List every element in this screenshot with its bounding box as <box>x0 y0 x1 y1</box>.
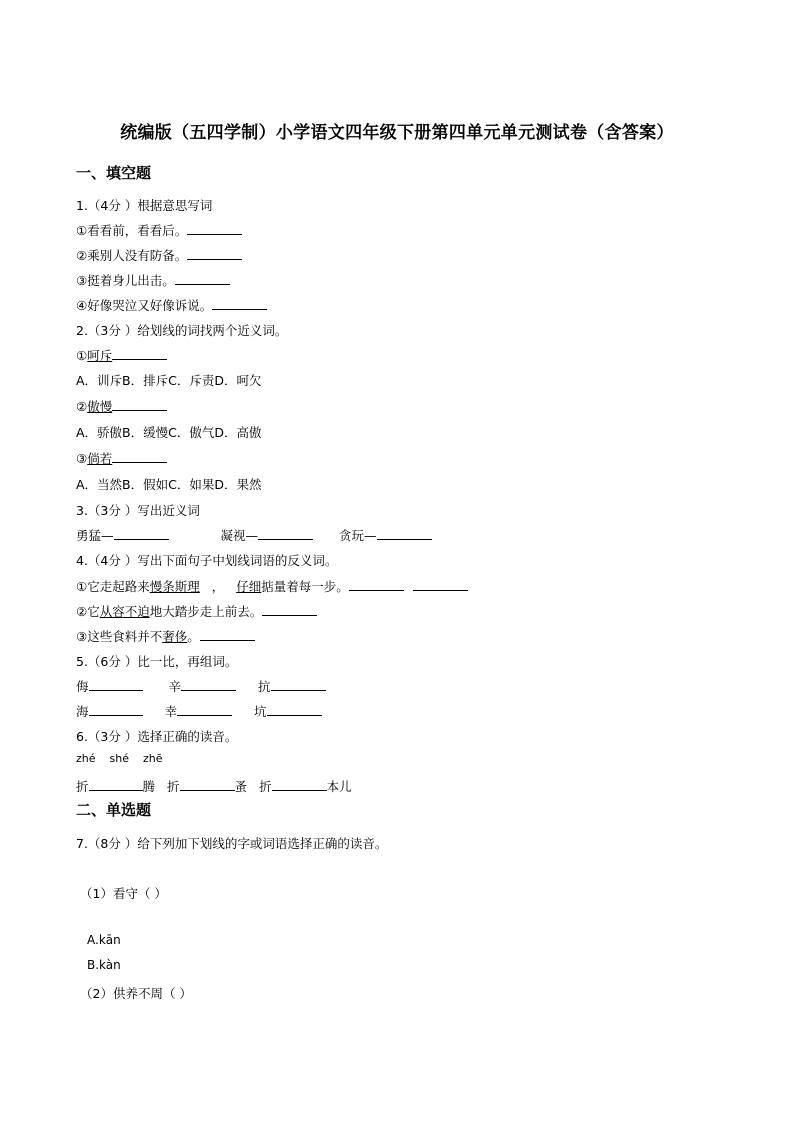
answer-blank[interactable] <box>112 450 167 463</box>
q6-char: 折 <box>167 779 180 794</box>
q2-sub-3-num: ③ <box>76 451 88 466</box>
q6-char-suffix: 本儿 <box>326 779 352 794</box>
answer-blank[interactable] <box>262 603 317 616</box>
q2-sub-1-num: ① <box>76 348 88 363</box>
q1-item-3-text: ③挺着身儿出击。 <box>76 273 175 288</box>
q1-item-1-text: ①看看前，看看后。 <box>76 223 188 238</box>
underlined-word: 从容不迫 <box>99 604 150 619</box>
q5-char: 辛 <box>168 679 182 694</box>
answer-blank[interactable] <box>114 527 169 540</box>
q4-sentence-3 <box>76 627 255 645</box>
q1-item-1 <box>76 221 242 239</box>
answer-blank[interactable] <box>272 778 327 791</box>
answer-blank[interactable] <box>200 628 255 641</box>
answer-blank[interactable] <box>175 272 230 285</box>
q5-char: 海 <box>76 704 89 719</box>
answer-blank[interactable] <box>267 703 322 716</box>
answer-blank[interactable] <box>112 398 167 411</box>
q3-word-c: 贪玩— <box>339 528 377 543</box>
q2-sub-2-options: A．骄傲B．缓慢C．傲气D．高傲 <box>76 425 262 440</box>
answer-blank[interactable] <box>187 247 242 260</box>
page-title: 统编版（五四学制）小学语文四年级下册第四单元单元测试卷（含答案） <box>120 123 674 143</box>
question-6-head: 6.（3分 ）选择正确的读音。 <box>76 729 238 744</box>
q3-word-a: 勇猛— <box>76 528 114 543</box>
q4-s1-text-a: ①它走起路来 <box>76 579 150 594</box>
q2-sub-2-num: ② <box>76 399 88 414</box>
q4-s3-text-b: 。 <box>187 629 200 644</box>
q4-sentence-2 <box>76 602 317 620</box>
q7-part-2: （2）供养不周（ ） <box>80 986 192 1001</box>
q5-row-1 <box>76 677 326 695</box>
underlined-word: 傲慢 <box>87 399 113 414</box>
q1-item-2 <box>76 246 242 264</box>
section-heading-fill: 一、填空题 <box>76 164 152 182</box>
answer-blank[interactable] <box>187 222 242 235</box>
q1-item-3 <box>76 271 230 289</box>
answer-blank[interactable] <box>177 703 232 716</box>
underlined-word: 倘若 <box>87 451 113 466</box>
q4-sentence-1 <box>76 577 468 595</box>
q2-sub-3-options: A．当然B．假如C．如果D．果然 <box>76 477 262 492</box>
answer-blank[interactable] <box>112 347 167 360</box>
q2-sub-2 <box>76 397 167 415</box>
answer-blank[interactable] <box>258 527 313 540</box>
q7-option-b[interactable]: B.kàn <box>87 958 121 972</box>
answer-blank[interactable] <box>180 778 235 791</box>
q5-char: 坑 <box>254 704 267 719</box>
q4-s2-text-a: ②它 <box>76 604 100 619</box>
q4-s2-text-b: 地大踏步走上前去。 <box>149 604 263 619</box>
q1-item-4 <box>76 296 267 314</box>
question-2-head: 2.（3分 ）给划线的词找两个近义词。 <box>76 323 288 338</box>
answer-blank[interactable] <box>349 578 404 591</box>
q2-sub-1 <box>76 346 167 364</box>
q6-row <box>76 777 352 795</box>
q5-row-2 <box>76 702 322 720</box>
answer-blank[interactable] <box>89 678 143 691</box>
q4-s3-text-a: ③这些食料并不 <box>76 629 163 644</box>
q1-item-2-text: ②乘别人没有防备。 <box>76 248 188 263</box>
question-4-head: 4.（4分 ）写出下面句子中划线词语的反义词。 <box>76 553 338 568</box>
answer-blank[interactable] <box>413 578 468 591</box>
q2-sub-1-options: A．训斥B．排斥C．斥责D．呵欠 <box>76 373 262 388</box>
section-heading-single-choice: 二、单选题 <box>76 801 152 819</box>
question-5-head: 5.（6分 ）比一比，再组词。 <box>76 654 238 669</box>
q6-char: 折 <box>259 779 272 794</box>
q6-char: 折 <box>76 779 89 794</box>
underlined-word: 呵斥 <box>87 348 113 363</box>
q5-char: 抗 <box>258 679 271 694</box>
q6-char-suffix: 腾 <box>142 779 156 794</box>
q2-sub-3 <box>76 449 167 467</box>
pinyin-options: zhé shé zhē <box>76 752 163 765</box>
answer-blank[interactable] <box>89 703 143 716</box>
answer-blank[interactable] <box>181 678 236 691</box>
q1-item-4-text: ④好像哭泣又好像诉说。 <box>76 298 213 313</box>
answer-blank[interactable] <box>212 297 267 310</box>
q6-char-suffix: 蚤 <box>234 779 248 794</box>
answer-blank[interactable] <box>89 778 143 791</box>
q3-row <box>76 526 432 544</box>
q5-char: 侮 <box>76 679 89 694</box>
underlined-word: 奢侈 <box>162 629 188 644</box>
answer-blank[interactable] <box>377 527 432 540</box>
q7-option-a[interactable]: A.kān <box>87 933 121 947</box>
answer-blank[interactable] <box>271 678 326 691</box>
question-1-head: 1.（4分 ）根据意思写词 <box>76 198 213 213</box>
q4-s1-comma: ， <box>211 579 225 594</box>
q4-s1-text-c: 掂量着每一步。 <box>261 579 349 594</box>
underlined-word: 仔细 <box>236 579 262 594</box>
q3-word-b: 凝视— <box>220 528 259 543</box>
q7-part-1: （1）看守（ ） <box>80 886 167 901</box>
underlined-word: 慢条斯理 <box>149 579 200 594</box>
question-7-head: 7.（8分 ）给下列加下划线的字或词语选择正确的读音。 <box>76 836 388 851</box>
q5-char: 幸 <box>164 704 178 719</box>
question-3-head: 3.（3分 ）写出近义词 <box>76 503 200 518</box>
